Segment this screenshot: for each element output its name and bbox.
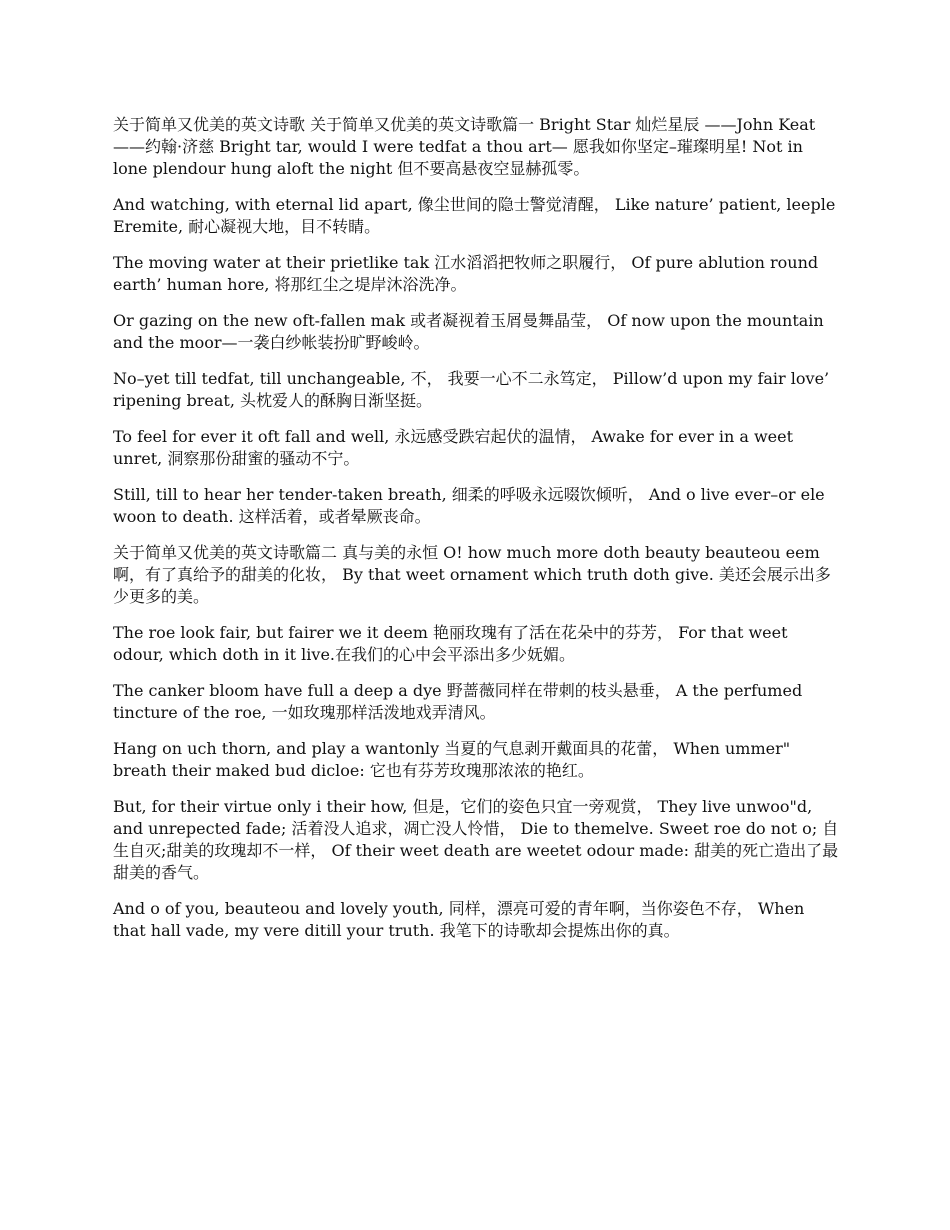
paragraph-2: And watching, with eternal lid apart, 像尘世间的隐士警觉清醒， Like nature’ patient, leeple Eremite, 耐心凝视大地，目不转睛。 [113,195,836,236]
paragraph-13: And o of you, beauteou and lovely youth, 同样，漂亮可爱的青年啊，当你姿色不存， When that hall vade, my vere ditill your truth. 我笔下的诗歌却会提炼出你的真。 [113,899,805,940]
paragraph-9: The roe look fair, but fairer we it deem 艳丽玫瑰有了活在花朵中的芬芳， For that weet odour, which doth in it live.在我们的心中会平添出多少妩媚。 [113,623,788,664]
paragraph-5: No–yet till tedfat, till unchangeable, 不， 我要一心不二永笃定， Pillow’d upon my fair love’ ripening breat, 头枕爱人的酥胸日渐坚挺。 [113,369,830,410]
paragraph-8: 关于简单又优美的英文诗歌篇二 真与美的永恒 O! how much more doth beauty beauteou eem 啊，有了真给予的甜美的化妆， By that weet ornament which truth doth give. 美还会展示出多少更多的美。 [113,543,831,606]
paragraph-3: The moving water at their prietlike tak 江水滔滔把牧师之职履行， Of pure ablution round earth’ human hore, 将那红尘之堤岸沐浴洗净。 [113,253,819,294]
paragraph-11: Hang on uch thorn, and play a wantonly 当夏的气息剥开戴面具的花蕾， When ummer" breath their maked bud dicloe: 它也有芬芳玫瑰那浓浓的艳红。 [113,739,791,780]
document-body [113,114,841,956]
paragraph-12: But, for their virtue only i their how, 但是，它们的姿色只宜一旁观赏， They live unwoo"d, and unrepected fade; 活着没人追求，凋亡没人怜惜， Die to themelve. Sweet roe do not o; 自生自灭;甜美的玫瑰却不一样， Of their weet death are weetet odour made: 甜美的死亡造出了最甜美的香气。 [113,797,839,882]
paragraph-1: 关于简单又优美的英文诗歌 关于简单又优美的英文诗歌篇一 Bright Star 灿烂星辰 ——John Keat ——约翰·济慈 Bright tar, would I were tedfat a thou art— 愿我如你坚定–璀璨明星! Not in lone plendour hung aloft the night 但不要高悬夜空显赫孤零。 [113,115,816,178]
paragraph-6: To feel for ever it oft fall and well, 永远感受跌宕起伏的温情， Awake for ever in a weet unret, 洞察那份甜蜜的骚动不宁。 [113,427,794,468]
paragraph-10: The canker bloom have full a deep a dye 野蔷薇同样在带刺的枝头悬垂， A the perfumed tincture of the roe, 一如玫瑰那样活泼地戏弄清风。 [113,681,803,722]
paragraph-4: Or gazing on the new oft-fallen mak 或者凝视着玉屑曼舞晶莹， Of now upon the mountain and the moor—一袭白纱帐装扮旷野峻岭。 [113,311,824,352]
paragraph-7: Still, till to hear her tender-taken breath, 细柔的呼吸永远啜饮倾听， And o live ever–or ele woon to death. 这样活着，或者晕厥丧命。 [113,485,825,526]
